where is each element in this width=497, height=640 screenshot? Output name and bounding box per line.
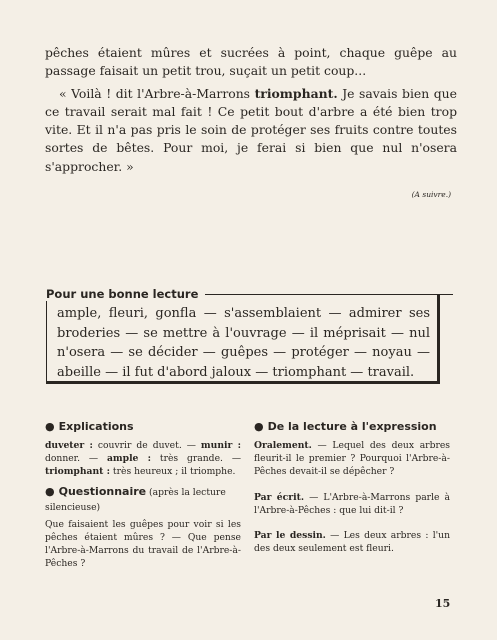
reading-word-list: ample, fleuri, gonfla — s'assemblaient — admirer ses broderies — se mettre à l'ouvrage — il méprisait — nul n'osera — se décider — guêpes — protéger — noyau — abeille — il fut d'abord jaloux — triomphant — travail. xyxy=(57,306,430,380)
reading-box xyxy=(46,294,440,384)
bullet-icon: ● xyxy=(45,484,55,498)
story-bold-word: triomphant. xyxy=(254,85,338,101)
story-paragraph-2-start: « Voilà ! dit l'Arbre-à-Marrons xyxy=(59,85,255,101)
reading-section-title: Pour une bonne lecture xyxy=(46,287,204,301)
expression-drawing xyxy=(254,529,450,555)
def-munir: donner. — xyxy=(45,453,107,465)
def-triomphant: très heureux ; il triomphe. xyxy=(110,466,236,478)
explications-text xyxy=(45,439,241,479)
questionnaire-text: Que faisaient les guêpes pour voir si les pêches étaient mûres ? — Que pense l'Arbre-à-Marrons du travail de l'Arbre-à-Pêches ? xyxy=(45,518,241,570)
term-triomphant: triomphant : xyxy=(45,466,110,478)
expression-title: De la lecture à l'expression xyxy=(267,420,437,433)
term-ample: ample : xyxy=(106,453,151,465)
bullet-icon: ● xyxy=(254,420,264,433)
right-column xyxy=(254,420,450,555)
label-oralement: Oralement. xyxy=(254,440,312,451)
text-oralement: — Lequel des deux arbres fleurit-il le premier ? Pourquoi l'Arbre-à-Pêches devait-il se dépêcher ? xyxy=(254,440,450,478)
story-paragraph-2-end: Je savais bien que ce travail serait mal fait ! Ce petit bout d'arbre a été bien trop vite. Et il n'a pas pris le soin de protéger ses fruits contre toutes sortes de bêtes. Pour moi, je ferai si bien que nul n'osera s'approcher. » xyxy=(45,85,457,174)
questionnaire-title: Questionnaire xyxy=(58,484,147,498)
label-par-ecrit: Par écrit. xyxy=(254,491,305,503)
expression-oral xyxy=(254,439,450,479)
term-duveter: duveter : xyxy=(45,440,93,451)
story-paragraph-1: pêches étaient mûres et sucrées à point, chaque guêpe au passage faisait un petit trou, suçait un petit coup... xyxy=(45,45,457,79)
page-number: 15 xyxy=(435,597,451,610)
story-paragraph-2 xyxy=(45,85,457,176)
expression-written xyxy=(254,491,450,517)
questionnaire-heading xyxy=(45,485,241,515)
text-par-ecrit: — L'Arbre-à-Marrons parle à l'Arbre-à-Pêches : que lui dit-il ? xyxy=(254,491,450,516)
def-duveter: couvrir de duvet. — xyxy=(92,440,201,451)
to-be-continued-note: (A suivre.) xyxy=(411,190,451,199)
text-par-le-dessin: — Les deux arbres : l'un des deux seulement est fleuri. xyxy=(254,530,450,555)
explications-title: Explications xyxy=(58,420,134,433)
expression-heading xyxy=(254,420,450,434)
term-munir: munir : xyxy=(200,440,241,451)
left-column xyxy=(45,420,241,570)
bullet-icon: ● xyxy=(45,420,55,433)
explications-heading xyxy=(45,420,241,434)
story-text xyxy=(45,44,457,176)
def-ample: très grande. — xyxy=(150,453,242,465)
questionnaire-subtitle: (après la lecture silencieuse) xyxy=(45,486,226,513)
label-par-le-dessin: Par le dessin. xyxy=(254,530,326,542)
